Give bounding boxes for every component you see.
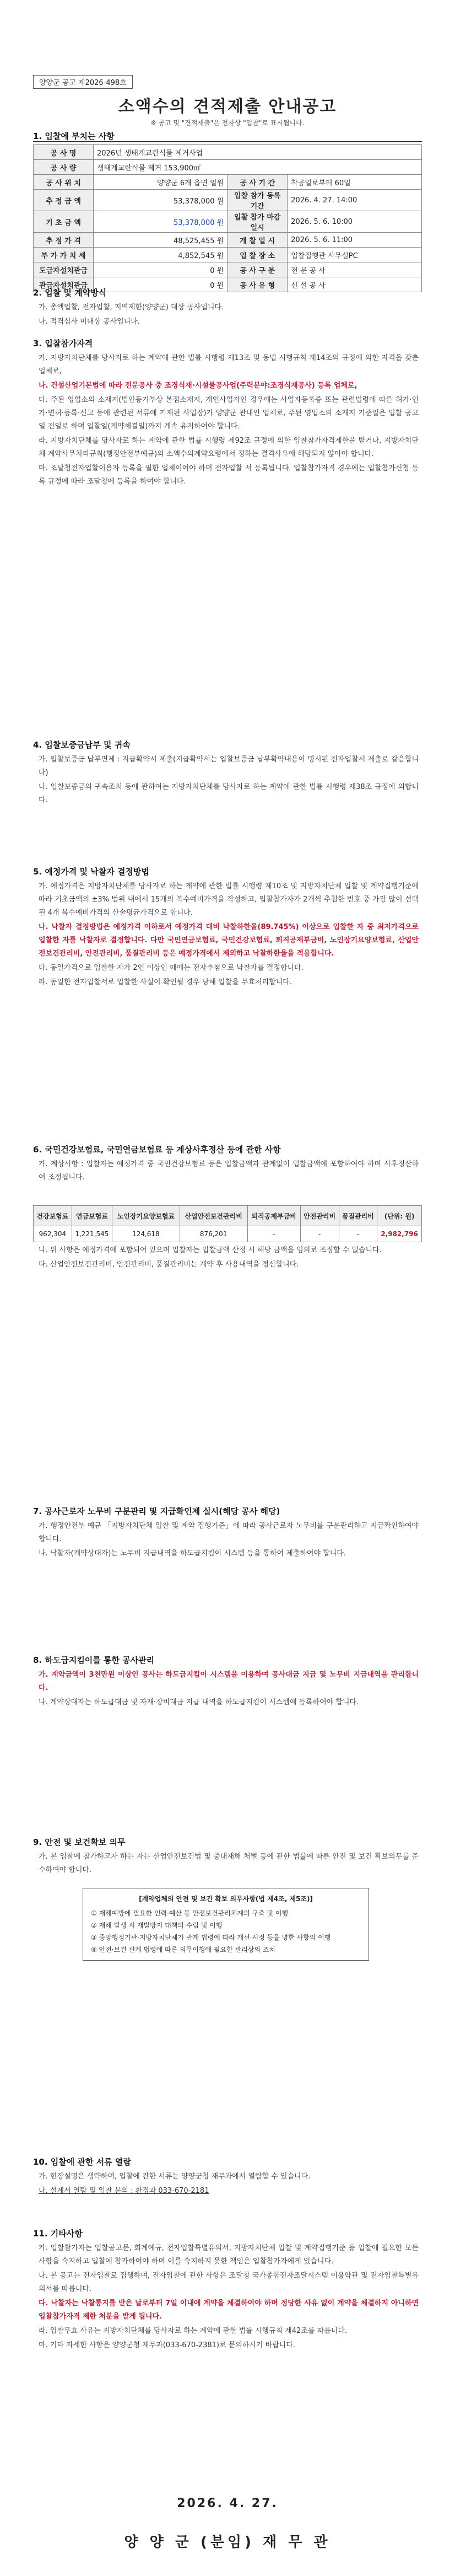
info-value: 48,525,455 원 xyxy=(94,233,228,248)
section-8-body xyxy=(39,1668,419,1710)
info-label: 공 사 구 분 xyxy=(228,262,288,277)
section-2-body xyxy=(39,301,419,330)
insurance-table xyxy=(33,1205,422,1242)
info-label: 공 사 위 치 xyxy=(34,175,94,190)
highlight-text: 다. 낙찰자는 낙찰통지를 받은 날로부터 7일 이내에 계약을 체결하여야 하며 정당한 사유 없이 계약을 체결하지 아니하면 입찰참가자격 제한 처분을 받게 됩니다. xyxy=(39,2299,419,2321)
section-9-body xyxy=(39,1850,419,1878)
section-10-title: 10. 입찰에 관한 서류 열람 xyxy=(33,2157,131,2167)
paragraph: 나. 위 사항은 예정가격에 포함되어 있으며 입찰자는 입찰금액 산정 시 해당 금액을 임의로 조정할 수 없습니다. xyxy=(39,1246,382,1254)
paragraph: 라. 입찰무효 사유는 지방자치단체를 당사자로 하는 계약에 관한 법률 시행규칙 제42조를 따릅니다. xyxy=(39,2327,348,2335)
info-value: 2026. 5. 6. 11:00 xyxy=(288,233,422,248)
section-7-body xyxy=(39,1520,419,1561)
section-4-body xyxy=(39,753,419,808)
section-10-body xyxy=(39,2170,419,2199)
insurance-value: 876,201 xyxy=(180,1226,247,1242)
paragraph: 다. 주된 영업소의 소재지(법인등기부상 본점소재지, 개인사업자인 경우에는 사업자등록증 또는 관련법령에 따른 허가·인가·면허·등록·신고 등에 관련된 서류에 기재된 사업장)가 양양군 관내인 업체로, 주된 영업소의 소재지 기준일은 입찰 공고일 전일로 하며 입찰일(계약체결일)까지 계속 유지하여야 합니다. xyxy=(39,396,419,431)
paragraph: 가. 계상사항 : 입찰자는 예정가격 중 국민건강보험료 등은 입찰금액과 관계없이 입찰금액에 포함하여야 하며 사후정산하여 조정됩니다. xyxy=(39,1160,419,1182)
notice-number: 양양군 공고 제2026-498호 xyxy=(33,75,133,89)
info-label: 입찰 참가 등록 기간 xyxy=(228,190,288,211)
highlight-text: 나. 건설산업기본법에 따라 전문공사 중 조경식재·시설물공사업(주력분야:조경식재공사) 등록 업체로, xyxy=(39,382,358,390)
page-title: 소액수의 견적제출 안내공고 xyxy=(118,97,337,116)
paragraph xyxy=(39,2185,419,2198)
info-label: 도급자설치관급 xyxy=(34,262,94,277)
section-5-body xyxy=(39,880,419,990)
insurance-value: - xyxy=(300,1226,339,1242)
info-label: 공 사 명 xyxy=(34,145,94,160)
page-subtitle: ※ 공고 및 "견적제출"은 전자상 "입찰"로 표시됩니다. xyxy=(150,119,305,127)
info-label: 공 사 기 간 xyxy=(228,175,288,190)
contact-text: 나. 설계서 열람 및 입찰 문의 : 환경과 033-670-2181 xyxy=(39,2187,209,2195)
paragraph: 가. 지방자치단체를 당사자로 하는 계약에 관한 법률 시행령 제13조 및 동법 시행규칙 제14조의 규정에 의한 자격을 갖춘 업체로, xyxy=(39,354,419,375)
info-table-row xyxy=(34,160,422,175)
info-label: 관급자설치관급 xyxy=(34,277,94,292)
highlight-text: 나. 낙찰자 결정방법은 예정가격 이하로서 예정가격 대비 낙찰하한율(89.745%) 이상으로 입찰한 자 중 최저가격으로 입찰한 자를 낙찰자로 결정합니다. 다만 국민연금보험료, 국민건강보험료, 퇴직공제부금비, 노인장기요양보험료, 산업안전보건관리비, 안전관리비, 품질관리비 등은 예정가격에서 제외하고 낙찰하한율을 적용합니다. xyxy=(39,923,419,958)
section-3-body xyxy=(39,352,419,490)
insurance-header: 품질관리비 xyxy=(339,1206,377,1226)
paragraph: 다. 산업안전보건관리비, 안전관리비, 품질관리비는 계약 후 사용내역을 정산합니다. xyxy=(39,1260,299,1269)
info-table-row xyxy=(34,233,422,248)
insurance-value: 2,982,796 xyxy=(377,1226,422,1242)
insurance-value: - xyxy=(339,1226,377,1242)
info-value: 입찰집행관 사무실PC xyxy=(288,248,422,262)
section-11-title: 11. 기타사항 xyxy=(33,2229,83,2239)
section-6-body xyxy=(39,1244,419,1273)
paragraph xyxy=(39,379,419,393)
highlight-text: 가. 계약금액이 3천만원 이상인 공사는 하도급지킴이 시스템을 이용하여 공사대금 지급 및 노무비 지급내역을 관리합니다. xyxy=(39,1671,419,1692)
insurance-value: - xyxy=(247,1226,300,1242)
info-value: 53,378,000 원 xyxy=(94,190,228,211)
section-1-title: 1. 입찰에 부치는 사항 xyxy=(33,131,115,141)
info-label: 공 사 량 xyxy=(34,160,94,175)
box-line: ② 재해 발생 시 재발방지 대책의 수립 및 이행 xyxy=(91,1922,223,1929)
notice-date: 2026. 4. 27. xyxy=(177,2497,278,2510)
paragraph: 가. 예정가격은 지방자치단체를 당사자로 하는 계약에 관한 법률 시행령 제10조 및 지방자치단체 입찰 및 계약집행기준에 따라 기초금액의 ±3% 범위 내에서 15개의 복수예비가격을 작성하고, 입찰참가자가 2개씩 추첨한 번호 중 가장 많이 선택된 4개 복수예비가격의 산술평균가격으로 합니다. xyxy=(39,882,419,917)
info-table xyxy=(33,144,422,292)
section-9-title: 9. 안전 및 보건확보 의무 xyxy=(33,1837,126,1847)
info-table-row xyxy=(34,175,422,190)
paragraph xyxy=(39,921,419,960)
info-table-row xyxy=(34,145,422,160)
paragraph xyxy=(39,1668,419,1695)
insurance-header: 산업안전보건관리비 xyxy=(180,1206,247,1226)
info-value: 착공일로부터 60일 xyxy=(288,175,422,190)
safety-obligation-box xyxy=(83,1888,369,1961)
box-title: [계약업체의 안전 및 보건 확보 의무사항(법 제4조, 제5조)] xyxy=(139,1895,313,1903)
info-value: 생태계교란식물 제거 153,900㎡ xyxy=(94,160,422,175)
section-11-body xyxy=(39,2242,419,2353)
paragraph: 라. 지방자치단체를 당사자로 하는 계약에 관한 법률 시행령 제92조 규정에 의한 입찰참가자격제한을 받거나, 지방자치단체 계약사무처리규칙(행정안전부예규)의 소액수의계약요령에서 정하는 결격사유에 해당되지 않아야 합니다. xyxy=(39,437,419,458)
paragraph: 나. 입찰보증금의 귀속조치 등에 관하여는 지방자치단체를 당사자로 하는 계약에 관한 법률 시행령 제38조 규정에 의합니다. xyxy=(39,783,419,804)
paragraph: 나. 계약상대자는 하도급대금 및 자재·장비대금 지급 내역을 하도급지킴이 시스템에 등록하여야 합니다. xyxy=(39,1698,359,1706)
info-label: 기 초 금 액 xyxy=(34,211,94,233)
insurance-header: 퇴직공제부금비 xyxy=(247,1206,300,1226)
paragraph: 가. 행정안전부 예규 「지방자치단체 입찰 및 계약 집행기준」에 따라 공사근로자 노무비를 구분관리하고 지급확인하여야 합니다. xyxy=(39,1522,419,1543)
paragraph: 나. 낙찰자(계약상대자)는 노무비 지급내역을 하도급지킴이 시스템 등을 통하여 제출하여야 합니다. xyxy=(39,1549,346,1558)
info-value: 2026년 생태계교란식물 제거사업 xyxy=(94,145,422,160)
section-2-title: 2. 입찰 및 계약방식 xyxy=(33,288,107,298)
paragraph: 나. 적격심사 미대상 공사입니다. xyxy=(39,318,140,326)
info-value: 0 원 xyxy=(94,262,228,277)
box-line: ④ 안전·보건 관계 법령에 따른 의무이행에 필요한 관리상의 조치 xyxy=(91,1946,275,1954)
insurance-header: 건강보험료 xyxy=(34,1206,72,1226)
paragraph: 마. 기타 자세한 사항은 양양군청 재무과(033-670-2381)로 문의하시기 바랍니다. xyxy=(39,2341,295,2349)
section-7-title: 7. 공사근로자 노무비 구분관리 및 지급확인제 실시(해당 공사 해당) xyxy=(33,1506,280,1516)
info-table-row xyxy=(34,190,422,211)
info-label: 부 가 가 치 세 xyxy=(34,248,94,262)
section-8-title: 8. 하도급지킴이를 통한 공사관리 xyxy=(33,1655,155,1665)
info-table-row xyxy=(34,262,422,277)
insurance-value: 1,221,545 xyxy=(72,1226,112,1242)
insurance-value: 124,618 xyxy=(112,1226,180,1242)
box-line: ③ 중앙행정기관·지방자치단체가 관계 법령에 따라 개선·시정 등을 명한 사항의 이행 xyxy=(91,1934,331,1941)
section-4-title: 4. 입찰보증금납부 및 귀속 xyxy=(33,740,131,750)
info-label: 추 정 금 액 xyxy=(34,190,94,211)
paragraph: 마. 조달청전자입찰이용자 등록을 필한 업체이어야 하며 전자입찰 서 등록됩니다. 입찰참가자격 경우에는 입찰참가신청 등록 규정에 따라 조달청에 등록을 하여야 합니다. xyxy=(39,464,419,486)
section-divider xyxy=(33,141,422,142)
section-6-intro xyxy=(39,1158,419,1185)
info-label: 개 찰 일 시 xyxy=(228,233,288,248)
paragraph: 가. 입찰참가자는 입찰공고문, 회계예규, 전자입찰특별유의서, 지방자치단체 입찰 및 계약집행기준 등 입찰에 필요한 모든 사항을 숙지하고 입찰에 참가하여야 하며 이를 숙지하지 못한 책임은 입찰참가자에게 있습니다. xyxy=(39,2244,419,2266)
paragraph: 가. 입찰보증금 납부면제 : 지급확약서 제출(지급확약서는 입찰보증금 납부확약내용이 명시된 전자입찰서 제출로 갈음합니다) xyxy=(39,755,419,777)
paragraph: 라. 동일한 전자입찰서로 입찰한 사실이 확인될 경우 당해 입찰을 무효처리합니다. xyxy=(39,978,292,986)
paragraph: 다. 동일가격으로 입찰한 자가 2인 이상인 때에는 전자추첨으로 낙찰자를 결정합니다. xyxy=(39,964,304,972)
issuing-organization: 양 양 군 (분임) 재 무 관 xyxy=(124,2534,331,2551)
info-value: 전 문 공 사 xyxy=(288,262,422,277)
section-5-title: 5. 예정가격 및 낙찰자 결정방법 xyxy=(33,867,149,877)
info-value: 0 원 xyxy=(94,277,228,292)
info-label: 공 사 유 형 xyxy=(228,277,288,292)
insurance-value: 962,304 xyxy=(34,1226,72,1242)
info-value: 신 설 공 사 xyxy=(288,277,422,292)
insurance-header: 노인장기요양보험료 xyxy=(112,1206,180,1226)
insurance-header: 안전관리비 xyxy=(300,1206,339,1226)
info-label: 입찰 참가 마감 일시 xyxy=(228,211,288,233)
info-value: 4,852,545 원 xyxy=(94,248,228,262)
info-label: 추 정 가 격 xyxy=(34,233,94,248)
info-value: 53,378,000 원 xyxy=(94,211,228,233)
section-3-title: 3. 입찰참가자격 xyxy=(33,339,93,348)
info-value: 2026. 5. 6. 10:00 xyxy=(288,211,422,233)
insurance-header: (단위: 원) xyxy=(377,1206,422,1226)
info-table-row xyxy=(34,248,422,262)
info-value: 2026. 4. 27. 14:00 xyxy=(288,190,422,211)
box-line: ① 재해예방에 필요한 인력·예산 등 안전보건관리체계의 구축 및 이행 xyxy=(91,1909,289,1917)
info-label: 입 찰 장 소 xyxy=(228,248,288,262)
info-value: 양양군 6개 읍면 일원 xyxy=(94,175,228,190)
paragraph xyxy=(39,2297,419,2323)
paragraph: 가. 총액입찰, 전자입찰, 지역제한(양양군) 대상 공사입니다. xyxy=(39,303,224,312)
insurance-header: 연금보험료 xyxy=(72,1206,112,1226)
paragraph: 나. 본 공고는 전자입찰로 집행하며, 전자입찰에 관한 사항은 조달청 국가종합전자조달시스템 이용약관 및 전자입찰특별유의서를 따릅니다. xyxy=(39,2272,419,2293)
paragraph: 가. 본 입찰에 참가하고자 하는 자는 산업안전보건법 및 중대재해 처벌 등에 관한 법률에 따른 안전 및 보건 확보의무를 준수하여야 합니다. xyxy=(39,1853,419,1874)
info-table-row xyxy=(34,211,422,233)
paragraph: 가. 현장설명은 생략하며, 입찰에 관한 서류는 양양군청 재무과에서 열람할 수 있습니다. xyxy=(39,2172,311,2181)
section-6-title: 6. 국민건강보험료, 국민연금보험료 등 계상사후정산 등에 관한 사항 xyxy=(33,1145,281,1155)
